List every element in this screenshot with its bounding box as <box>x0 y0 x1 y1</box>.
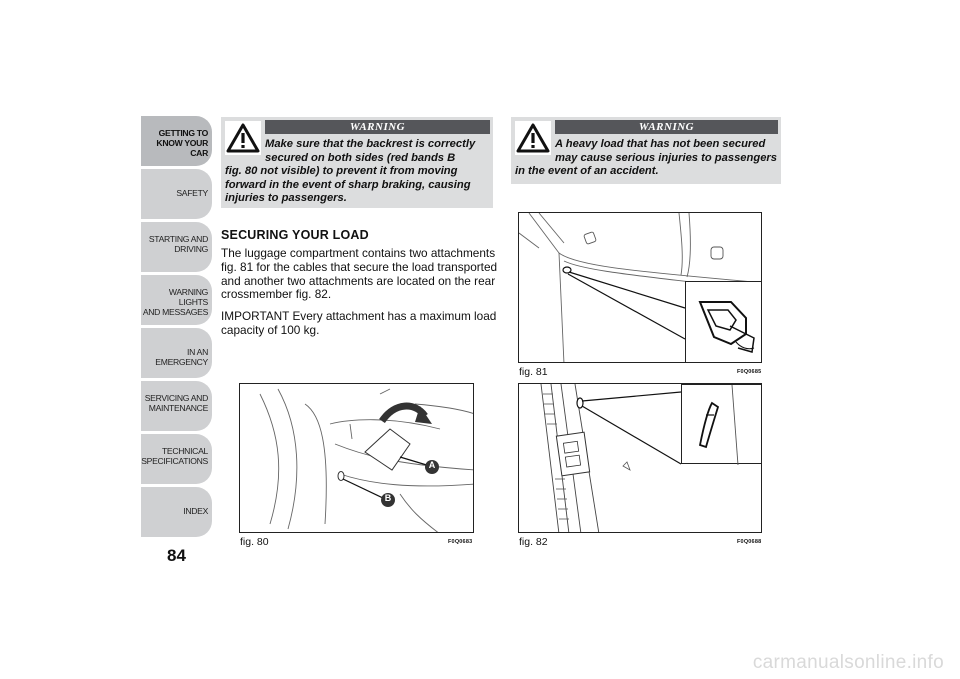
warning-text <box>515 138 779 179</box>
tab-technical-specifications[interactable] <box>141 434 212 484</box>
warning-line-rest: fig. 80 not visible) to prevent it from moving forward in the event of sharp braking, causing injuries to passengers. <box>225 165 471 204</box>
figure-81-zoom-inset <box>685 281 762 363</box>
paragraph-attachments: The luggage compartment contains two attachments fig. 81 for the cables that secure the load transported and another two attachments are located on the rear crossmember fig. 82. <box>221 246 498 302</box>
warning-title: WARNING <box>265 120 490 134</box>
tab-label: GETTING TO KNOW YOUR CAR <box>156 128 208 158</box>
tab-label: TECHNICAL SPECIFICATIONS <box>141 446 208 466</box>
figure-80-code: F0Q0683 <box>448 539 473 545</box>
tab-label: WARNING LIGHTS AND MESSAGES <box>142 287 208 317</box>
warning-line-1: A heavy load that has not been secured <box>555 138 766 150</box>
label-a: A <box>428 460 436 470</box>
paragraph-important: IMPORTANT Every attachment has a maximum load capacity of 100 kg. <box>221 309 497 337</box>
figure-81-code: F0Q0685 <box>737 369 762 375</box>
tab-label: INDEX <box>183 506 208 516</box>
tab-label: IN AN EMERGENCY <box>155 347 208 367</box>
chapter-tabs <box>141 116 212 540</box>
tab-index[interactable] <box>141 487 212 537</box>
figure-82-zoom-inset <box>681 384 762 464</box>
warning-line-rest: in the event of an accident. <box>515 165 659 177</box>
warning-line-1: Make sure that the backrest is correctly <box>265 138 476 150</box>
tab-starting-and-driving[interactable] <box>141 222 212 272</box>
tab-warning-lights-and-messages[interactable] <box>141 275 212 325</box>
warning-text <box>225 138 491 206</box>
label-b: B <box>384 493 392 503</box>
figure-81-luggage-attachments <box>518 212 762 363</box>
figure-80-caption: fig. 80 <box>240 536 269 548</box>
watermark: carmanualsonline.info <box>752 652 944 673</box>
tab-getting-to-know-your-car[interactable] <box>141 116 212 166</box>
warning-box-heavy-load <box>511 117 781 184</box>
tab-label: SAFETY <box>176 188 208 198</box>
crossmember-ring-icon <box>682 385 762 465</box>
warning-line-2: secured on both sides (red bands B <box>265 151 456 164</box>
figure-81-caption: fig. 81 <box>519 366 548 378</box>
figure-82-caption: fig. 82 <box>519 536 548 548</box>
warning-box-backrest <box>221 117 493 208</box>
warning-title: WARNING <box>555 120 778 134</box>
tab-in-an-emergency[interactable] <box>141 328 212 378</box>
tab-safety[interactable] <box>141 169 212 219</box>
attachment-ring-icon <box>686 282 762 363</box>
figure-80-backrest-bands <box>239 383 474 533</box>
section-heading: SECURING YOUR LOAD <box>221 228 369 242</box>
page-number: 84 <box>167 546 186 565</box>
figure-82-crossmember-attachments <box>518 383 762 533</box>
figure-82-code: F0Q0688 <box>737 539 762 545</box>
tab-label: STARTING AND DRIVING <box>148 234 208 254</box>
warning-line-2: may cause serious injuries to passengers <box>555 151 777 164</box>
tab-servicing-and-maintenance[interactable] <box>141 381 212 431</box>
tab-label: SERVICING AND MAINTENANCE <box>144 393 208 413</box>
backrest-illustration <box>240 384 474 533</box>
